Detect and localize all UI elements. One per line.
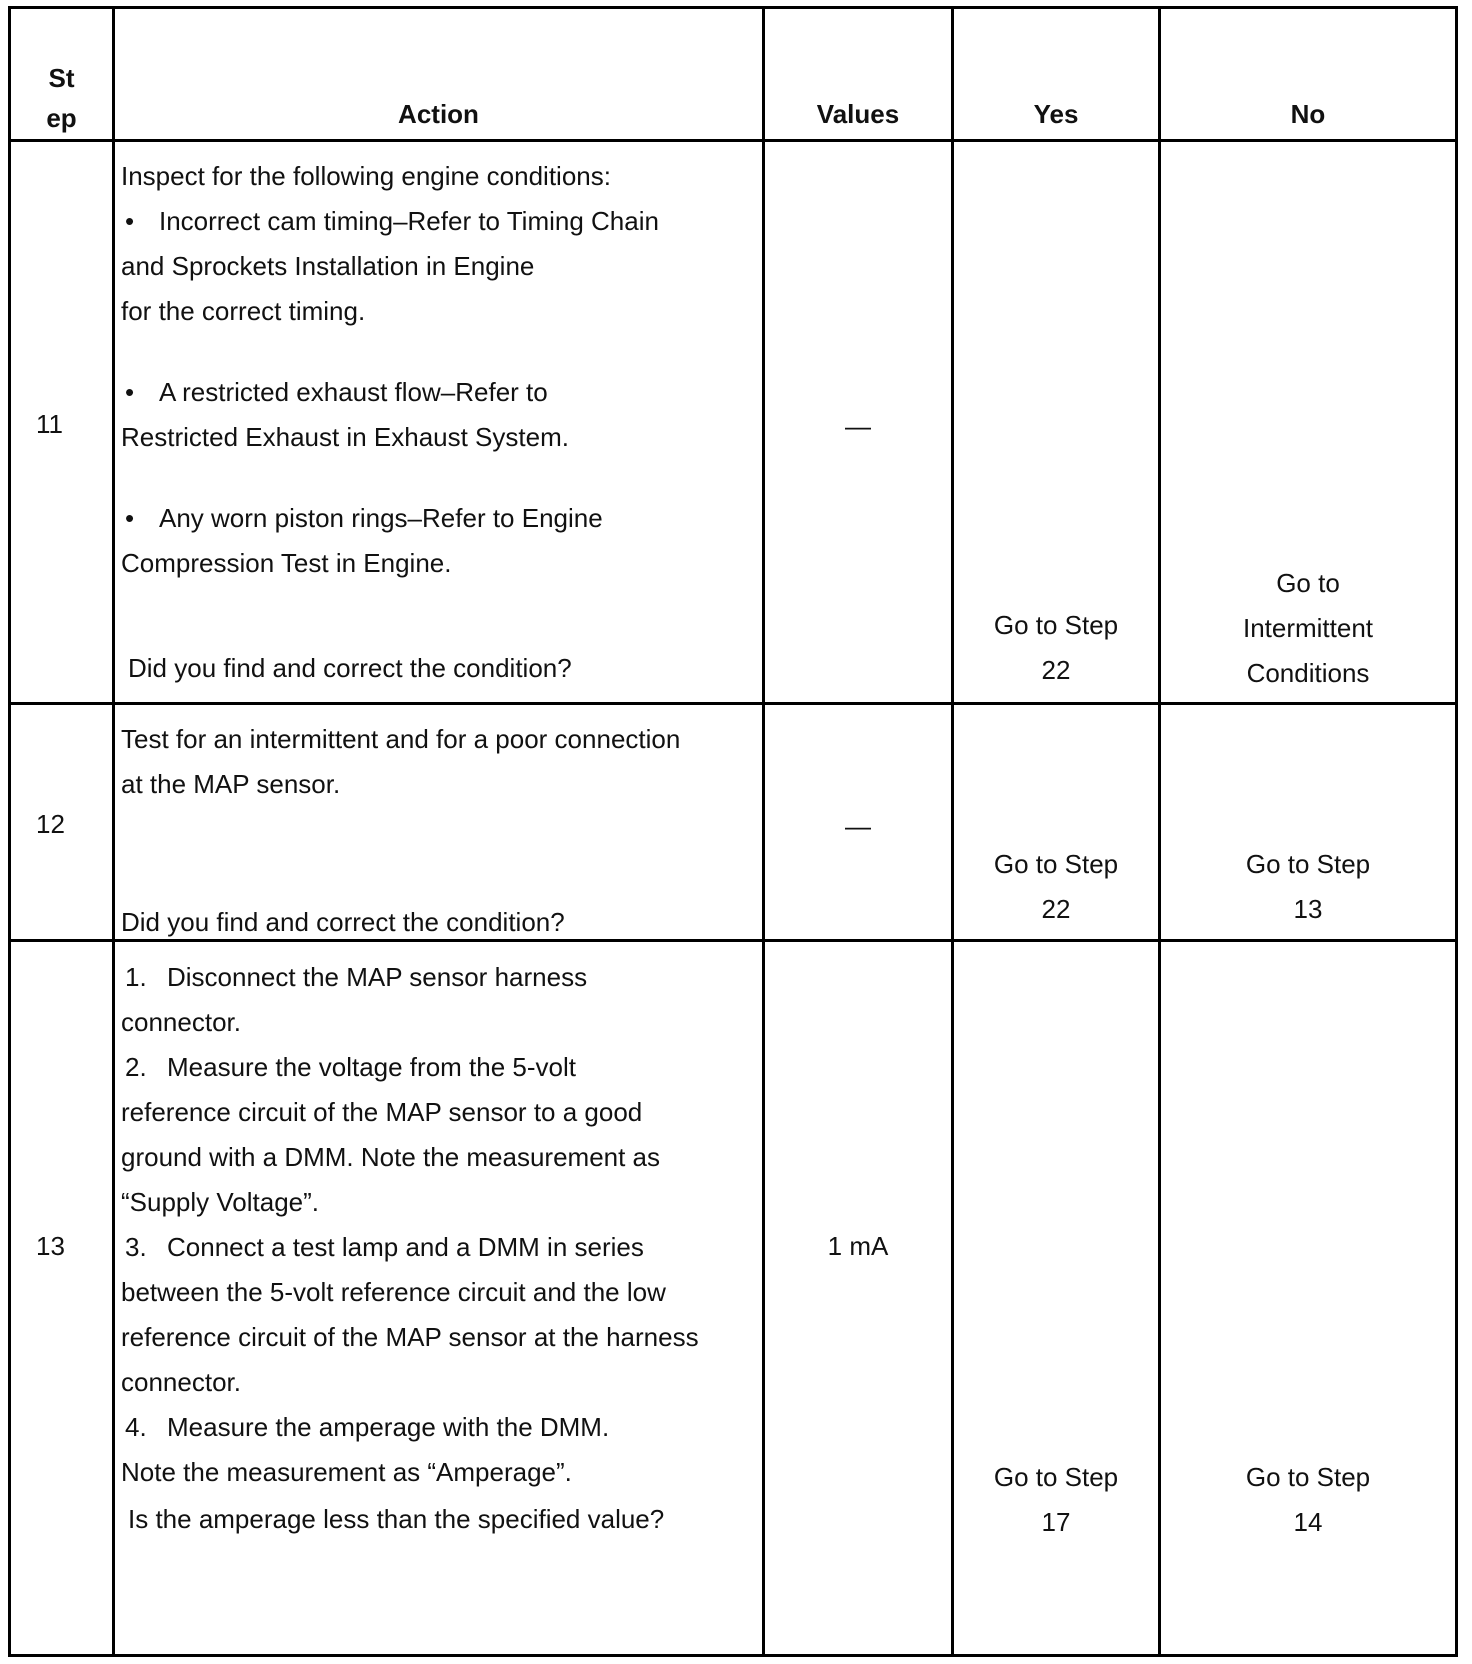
action-question: Did you find and correct the condition?	[128, 653, 572, 683]
yes-cell	[954, 842, 1158, 932]
value-cell: —	[845, 411, 871, 441]
step-list-text: Disconnect the MAP sensor harness	[167, 962, 588, 992]
header-step-line1: St	[48, 63, 75, 93]
bullet-icon: •	[125, 503, 135, 533]
no-cell	[1161, 842, 1455, 932]
row-divider	[8, 702, 1458, 705]
yes-line: 22	[1041, 655, 1071, 685]
action-line: reference circuit of the MAP sensor at the harness	[121, 1322, 699, 1352]
action-text	[121, 955, 751, 1495]
no-line: Go to Step	[1245, 1462, 1371, 1492]
value-cell: —	[845, 811, 871, 841]
step-number: 12	[36, 809, 65, 839]
header-action: Action	[398, 99, 479, 129]
step-list-text: Connect a test lamp and a DMM in series	[167, 1232, 644, 1262]
header-values: Values	[816, 99, 900, 129]
no-cell	[1161, 1455, 1455, 1545]
header-step-line2: ep	[46, 103, 77, 133]
bullet-text: Incorrect cam timing–Refer to Timing Chain	[159, 206, 659, 236]
no-line: Go to Step	[1245, 849, 1371, 879]
bullet-icon: •	[125, 206, 135, 236]
action-text	[121, 154, 751, 586]
step-list-number: 2.	[125, 1052, 147, 1082]
action-line: at the MAP sensor.	[121, 769, 341, 799]
value-cell: 1 mA	[827, 1231, 889, 1261]
action-line: and Sprockets Installation in Engine	[121, 251, 535, 281]
action-line: Compression Test in Engine.	[121, 548, 452, 578]
yes-line: Go to Step	[993, 1462, 1119, 1492]
action-question: Is the amperage less than the specified value?	[128, 1504, 665, 1534]
bullet-text: Any worn piston rings–Refer to Engine	[159, 503, 603, 533]
step-list-number: 3.	[125, 1232, 147, 1262]
action-line: for the correct timing.	[121, 296, 366, 326]
column-divider	[951, 6, 954, 1657]
yes-line: 22	[1041, 894, 1071, 924]
step-number: 11	[36, 409, 63, 439]
action-line: connector.	[121, 1007, 241, 1037]
no-line: 13	[1293, 894, 1323, 924]
action-line: Restricted Exhaust in Exhaust System.	[121, 422, 569, 452]
yes-line: Go to Step	[993, 849, 1119, 879]
header-no: No	[1290, 99, 1326, 129]
step-list-text: Measure the amperage with the DMM.	[167, 1412, 610, 1442]
action-line: Test for an intermittent and for a poor connection	[121, 724, 681, 754]
action-intro: Inspect for the following engine conditions:	[121, 161, 611, 191]
step-number: 13	[36, 1231, 65, 1261]
table-border-bottom	[8, 1654, 1458, 1657]
step-list-number: 4.	[125, 1412, 147, 1442]
no-line: 14	[1293, 1507, 1323, 1537]
no-line: Conditions	[1246, 658, 1370, 688]
bullet-text: A restricted exhaust flow–Refer to	[159, 377, 548, 407]
header-step	[11, 58, 112, 138]
no-cell	[1161, 561, 1455, 696]
step-list-text: Measure the voltage from the 5-volt	[167, 1052, 576, 1082]
action-line: connector.	[121, 1367, 241, 1397]
no-line: Go to	[1276, 568, 1340, 598]
table-border-right	[1455, 6, 1458, 1657]
action-line: between the 5-volt reference circuit and the low	[121, 1277, 666, 1307]
header-yes: Yes	[1033, 99, 1079, 129]
bullet-icon: •	[125, 377, 135, 407]
action-question: Did you find and correct the condition?	[121, 907, 565, 937]
diagnostic-table	[8, 6, 1458, 1657]
yes-cell	[954, 1455, 1158, 1545]
action-line: Note the measurement as “Amperage”.	[121, 1457, 572, 1487]
table-border-left	[8, 6, 11, 1657]
action-line: reference circuit of the MAP sensor to a good	[121, 1097, 643, 1127]
yes-line: Go to Step	[993, 610, 1119, 640]
action-line: ground with a DMM. Note the measurement as	[121, 1142, 661, 1172]
row-divider	[8, 139, 1458, 142]
column-divider	[1158, 6, 1161, 1657]
yes-cell	[954, 603, 1158, 693]
step-list-number: 1.	[125, 962, 147, 992]
column-divider	[112, 6, 115, 1657]
action-text	[121, 717, 751, 807]
action-line: “Supply Voltage”.	[121, 1187, 320, 1217]
yes-line: 17	[1041, 1507, 1071, 1537]
no-line: Intermittent	[1242, 613, 1374, 643]
table-border-top	[8, 6, 1458, 9]
